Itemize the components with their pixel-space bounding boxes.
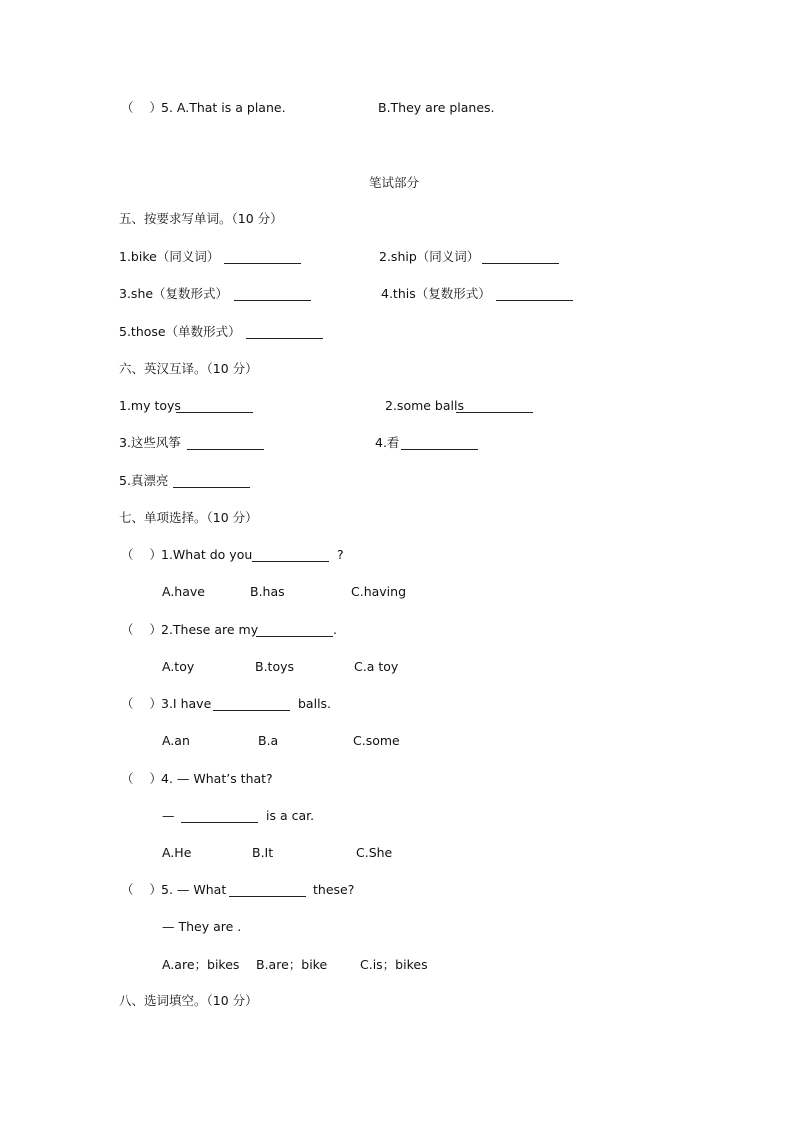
section8-heading: 八、选词填空。（10 分） <box>119 993 258 1008</box>
answer-blank[interactable] <box>252 561 329 562</box>
q1-stem: 1.What do you <box>161 547 253 562</box>
section6-heading: 六、英汉互译。（10 分） <box>119 361 258 376</box>
section5-item-5: 5.those（单数形式） <box>119 324 241 339</box>
answer-blank[interactable] <box>181 822 258 823</box>
q5-stem: 5. — What <box>161 882 227 897</box>
listening-q5-stem: 5. A.That is a plane. <box>161 100 286 115</box>
section6-item-4: 4.看 <box>375 435 400 450</box>
written-part-title: 笔试部分 <box>369 175 420 190</box>
q4-tail: is a car. <box>266 808 315 823</box>
section5-item-1: 1.bike（同义词） <box>119 249 220 264</box>
section6-item-3: 3.这些风筝 <box>119 435 181 450</box>
answer-blank[interactable] <box>176 412 253 413</box>
answer-blank[interactable] <box>246 338 323 339</box>
answer-blank[interactable] <box>229 896 306 897</box>
q1-option-b: B.has <box>250 584 285 599</box>
q1-option-c: C.having <box>351 584 407 599</box>
q2-option-a: A.toy <box>162 659 195 674</box>
listening-q5-option-b: B.They are planes. <box>378 100 495 115</box>
answer-blank[interactable] <box>256 636 333 637</box>
q5-option-b: B.are；bike <box>256 957 328 972</box>
q4-option-b: B.It <box>252 845 274 860</box>
answer-blank[interactable] <box>187 449 264 450</box>
section5-item-3: 3.she（复数形式） <box>119 286 229 301</box>
question-paren: （ ） <box>121 547 162 562</box>
question-paren: （ ） <box>121 622 162 637</box>
section5-heading: 五、按要求写单词。（10 分） <box>119 211 283 226</box>
q4-option-a: A.He <box>162 845 192 860</box>
answer-blank[interactable] <box>224 263 301 264</box>
q4-dash: — <box>162 808 175 823</box>
section6-item-5: 5.真漂亮 <box>119 473 169 488</box>
question-paren: （ ） <box>121 771 162 786</box>
q3-tail: balls. <box>298 696 332 711</box>
question-paren: （ ） <box>121 696 162 711</box>
section6-item-1: 1.my toys <box>119 398 181 413</box>
answer-blank[interactable] <box>213 710 290 711</box>
q4-stem: 4. — What’s that? <box>161 771 273 786</box>
q5-option-c: C.is；bikes <box>360 957 428 972</box>
q5-option-a: A.are；bikes <box>162 957 240 972</box>
q2-stem: 2.These are my <box>161 622 259 637</box>
q3-option-c: C.some <box>353 733 400 748</box>
section7-heading: 七、单项选择。（10 分） <box>119 510 258 525</box>
q3-stem: 3.I have <box>161 696 212 711</box>
q2-tail: . <box>333 622 337 637</box>
answer-blank[interactable] <box>496 300 573 301</box>
q2-option-b: B.toys <box>255 659 295 674</box>
answer-blank[interactable] <box>456 412 533 413</box>
q1-option-a: A.have <box>162 584 205 599</box>
section5-item-4: 4.this（复数形式） <box>381 286 491 301</box>
q5-line2: — They are . <box>162 919 242 934</box>
answer-blank[interactable] <box>401 449 478 450</box>
answer-blank[interactable] <box>173 487 250 488</box>
q3-option-b: B.a <box>258 733 279 748</box>
answer-blank[interactable] <box>482 263 559 264</box>
q4-option-c: C.She <box>356 845 393 860</box>
q2-option-c: C.a toy <box>354 659 399 674</box>
question-paren: （ ） <box>121 100 162 115</box>
answer-blank[interactable] <box>234 300 311 301</box>
section6-item-2: 2.some balls <box>385 398 464 413</box>
section5-item-2: 2.ship（同义词） <box>379 249 480 264</box>
q3-option-a: A.an <box>162 733 190 748</box>
q5-tail: these? <box>313 882 355 897</box>
q1-tail: ? <box>337 547 344 562</box>
question-paren: （ ） <box>121 882 162 897</box>
